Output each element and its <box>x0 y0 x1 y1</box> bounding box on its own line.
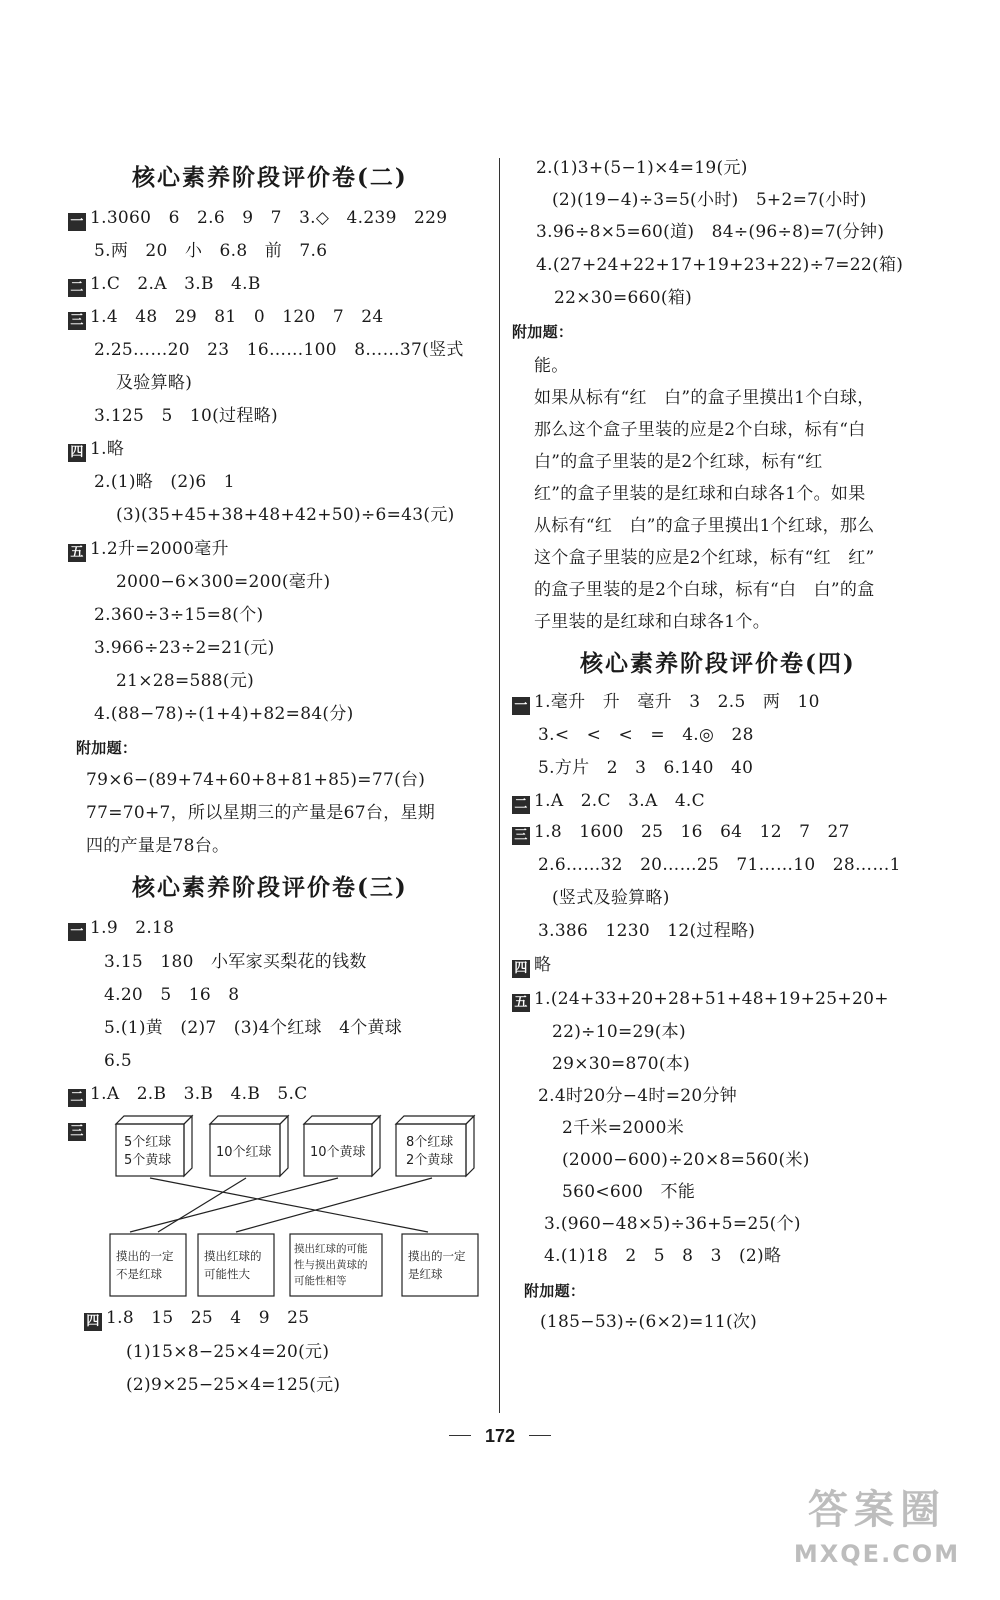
answer-line: 四 1.8 15 25 4 9 25 <box>84 1304 309 1332</box>
card-label: 是红球 <box>408 1267 443 1281</box>
section-marker: 三 <box>512 827 530 845</box>
answer-line: (2000−600)÷20×8=560(米) <box>562 1150 810 1170</box>
answer-line: 4.(27+24+22+17+19+23+22)÷7=22(箱) <box>536 255 904 275</box>
answer-line: 3.966÷23÷2=21(元) <box>94 638 275 658</box>
answer-line: 四 略 <box>512 951 551 979</box>
answer-line: 2.(1)略 (2)6 1 <box>94 472 235 492</box>
answer-line: 2.6……32 20……25 71……10 28……1 <box>538 855 901 875</box>
answer-line: 3.(960−48×5)÷36+5=25(个) <box>544 1214 801 1234</box>
answer-line: 3.< < < = 4.◎ 28 <box>538 725 754 745</box>
card-label: 摸出的一定 <box>408 1249 466 1263</box>
extra-heading: 附加题： <box>76 739 138 757</box>
answer-line: (1)15×8−25×4=20(元) <box>126 1342 330 1362</box>
answer-line: 的盒子里装的是2个白球，标有“白 白”的盒 <box>534 580 875 600</box>
right-column <box>512 0 952 1600</box>
answer-line: 能。 <box>534 356 569 376</box>
box-label: 2个黄球 <box>406 1153 454 1168</box>
answer-line: 及验算略) <box>116 373 193 393</box>
answer-line: 4.(1)18 2 5 8 3 (2)略 <box>544 1246 782 1266</box>
answer-line: (2)(19−4)÷3=5(小时) 5+2=7(小时) <box>552 190 867 210</box>
card-label: 不是红球 <box>116 1267 162 1281</box>
answer-line: 白”的盒子里装的是2个红球，标有“红 <box>534 452 823 472</box>
section-title-4: 核心素养阶段评价卷(四) <box>580 650 856 677</box>
card-label: 性与摸出黄球的 <box>294 1259 368 1271</box>
footer-dash-right <box>529 1435 551 1436</box>
answer-line: 5.两 20 小 6.8 前 7.6 <box>94 241 328 261</box>
card-label: 可能性相等 <box>294 1275 347 1287</box>
answer-line: 22×30=660(箱) <box>554 288 693 308</box>
answer-line: 这个盒子里装的应是2个红球，标有“红 红” <box>534 548 875 568</box>
card-label: 摸出的一定 <box>116 1249 174 1263</box>
answer-line: 一 1.3060 6 2.6 9 7 3.◇ 4.239 229 <box>68 204 447 232</box>
column-divider <box>499 158 500 1413</box>
section-marker: 五 <box>68 544 86 562</box>
box-label: 10个红球 <box>216 1145 272 1160</box>
section-marker: 四 <box>84 1313 102 1331</box>
watermark-top: 答案圈 <box>808 1487 946 1533</box>
answer-line: 22)÷10=29(本) <box>552 1022 686 1042</box>
page-number-footer <box>0 1426 1000 1447</box>
section-marker: 二 <box>68 1089 86 1107</box>
section-marker: 三 <box>68 312 86 330</box>
card-label: 摸出红球的可能 <box>294 1243 368 1255</box>
section-title-2: 核心素养阶段评价卷(二) <box>132 164 408 191</box>
answer-line: 三 1.8 1600 25 16 64 12 7 27 <box>512 818 850 846</box>
answer-line: 560<600 不能 <box>562 1182 696 1202</box>
section-marker: 一 <box>68 213 86 231</box>
answer-line: 6.5 <box>104 1051 132 1071</box>
box-label: 8个红球 <box>406 1135 454 1150</box>
answer-line: 3.96÷8×5=60(道) 84÷(96÷8)=7(分钟) <box>536 222 885 242</box>
answer-line: 2000−6×300=200(毫升) <box>116 572 331 592</box>
answer-line: 4.(88−78)÷(1+4)+82=84(分) <box>94 704 354 724</box>
extra-heading: 附加题： <box>512 323 574 341</box>
answer-line: 21×28=588(元) <box>116 671 255 691</box>
answer-line: 3.125 5 10(过程略) <box>94 406 278 426</box>
answer-line: 4.20 5 16 8 <box>104 985 240 1005</box>
section-title-3: 核心素养阶段评价卷(三) <box>132 874 408 901</box>
answer-line: (185−53)÷(6×2)=11(次) <box>540 1312 758 1332</box>
answer-line: 3.386 1230 12(过程略) <box>538 921 756 941</box>
answer-line: 2.4时20分−4时=20分钟 <box>538 1086 738 1106</box>
card-label: 可能性大 <box>204 1267 250 1281</box>
answer-line: 子里装的是红球和白球各1个。 <box>534 612 771 632</box>
section-marker: 四 <box>68 444 86 462</box>
answer-line: 从标有“红 白”的盒子里摸出1个红球，那么 <box>534 516 875 536</box>
extra-heading: 附加题： <box>524 1282 586 1300</box>
answer-line: 三 1.4 48 29 81 0 120 7 24 <box>68 303 384 331</box>
page-number: 172 <box>484 1426 516 1446</box>
answer-line: 2.(1)3+(5−1)×4=19(元) <box>536 158 748 178</box>
answer-line: 2.360÷3÷15=8(个) <box>94 605 264 625</box>
footer-dash-left <box>449 1435 471 1436</box>
answer-line: 五 1.2升=2000毫升 <box>68 535 229 563</box>
answer-line: 二 1.A 2.B 3.B 4.B 5.C <box>68 1080 308 1108</box>
watermark-bottom: MXQE.COM <box>793 1540 961 1568</box>
answer-line: (竖式及验算略) <box>552 888 670 908</box>
section-marker: 二 <box>512 796 530 814</box>
answer-line: (2)9×25−25×4=125(元) <box>126 1375 341 1395</box>
section-marker: 一 <box>512 697 530 715</box>
box-label: 5个红球 <box>124 1135 172 1150</box>
matching-diagram <box>68 1112 488 1312</box>
answer-line: 一 1.9 2.18 <box>68 914 174 942</box>
answer-line: 79×6−(89+74+60+8+81+85)=77(台) <box>86 770 426 790</box>
section-marker: 四 <box>512 960 530 978</box>
box-label: 10个黄球 <box>310 1145 366 1160</box>
answer-line: 四 1.略 <box>68 435 124 463</box>
section-marker: 二 <box>68 279 86 297</box>
section-marker: 五 <box>512 994 530 1012</box>
box-label: 5个黄球 <box>124 1153 172 1168</box>
answer-line: 2.25……20 23 16……100 8……37(竖式 <box>94 340 464 360</box>
answer-line: 5.(1)黄 (2)7 (3)4个红球 4个黄球 <box>104 1018 403 1038</box>
watermark <box>772 1480 982 1590</box>
answer-line: 一 1.毫升 升 毫升 3 2.5 两 10 <box>512 688 820 716</box>
answer-line: 二 1.C 2.A 3.B 4.B <box>68 270 261 298</box>
card-label: 摸出红球的 <box>204 1249 262 1263</box>
section-marker: 三 <box>68 1123 86 1141</box>
answer-line: 77=70+7，所以星期三的产量是67台，星期 <box>86 803 436 823</box>
answer-line: (3)(35+45+38+48+42+50)÷6=43(元) <box>116 505 455 525</box>
answer-line: 2千米=2000米 <box>562 1118 685 1138</box>
left-column <box>68 0 508 1600</box>
answer-line: 3.15 180 小军家买梨花的钱数 <box>104 952 367 972</box>
answer-line: 29×30=870(本) <box>552 1054 691 1074</box>
answer-line: 那么这个盒子里装的应是2个白球，标有“白 <box>534 420 866 440</box>
section-marker: 一 <box>68 923 86 941</box>
answer-line: 二 1.A 2.C 3.A 4.C <box>512 787 705 815</box>
answer-line: 五 1.(24+33+20+28+51+48+19+25+20+ <box>512 985 889 1013</box>
answer-line: 四的产量是78台。 <box>86 836 230 856</box>
answer-line: 如果从标有“红 白”的盒子里摸出1个白球， <box>534 388 875 408</box>
answer-line: 5.方片 2 3 6.140 40 <box>538 758 754 778</box>
answer-line: 红”的盒子里装的是红球和白球各1个。如果 <box>534 484 866 504</box>
